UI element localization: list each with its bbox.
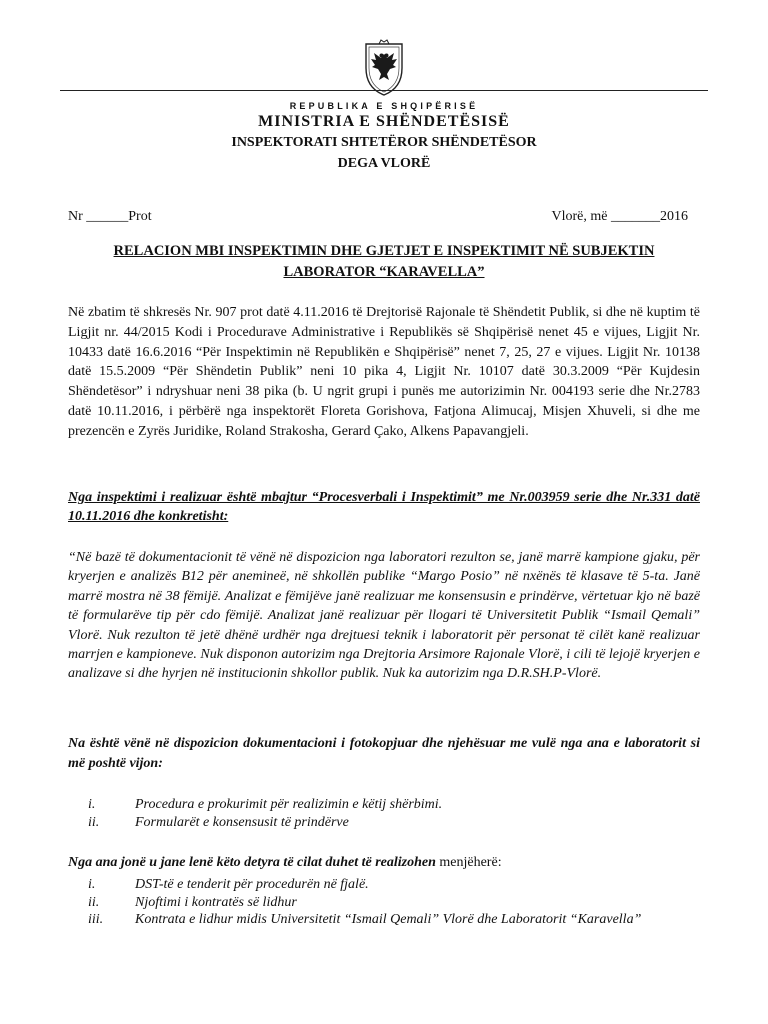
list-item-text: Formularët e konsensusit të prindërve [135,814,349,830]
list-item-number: i. [88,877,96,892]
tasks-heading-rest: menjëherë: [435,855,502,870]
ministria-heading: MINISTRIA E SHËNDETËSISË [258,113,510,130]
republika-heading: REPUBLIKA E SHQIPËRISË [289,101,479,111]
findings-heading: Nga inspektimi i realizuar është mbajtur “Procesverbali i Inspektimit” me Nr.003959 serie dhe Nr.331 datë 10.11.2016 dhe konkretisht: [68,490,700,524]
list-item-number: ii. [88,894,100,910]
list-item [88,814,708,832]
tasks-heading [68,855,700,871]
list-item-text: Njoftimi i kontratës së lidhur [135,894,297,910]
protocol-number: Nr ______Prot [68,209,152,224]
document-title: RELACION MBI INSPEKTIMIN DHE GJETJET E INSPEKTIMIT NË SUBJEKTIN LABORATOR “KARAVELLA” [113,243,655,280]
dega-heading: DEGA VLORË [337,156,431,171]
document-date: Vlorë, më _______2016 [551,209,688,224]
list-item-number: ii. [88,814,100,830]
header-rule [60,90,708,91]
tasks-list [88,876,708,929]
list-item [88,796,708,814]
coat-of-arms-emblem [352,38,416,98]
list-item-text: DST-të e tenderit për procedurën në fjalë. [135,877,369,892]
list-item [88,894,708,912]
list-item [88,876,708,894]
quote-paragraph: “Në bazë të dokumentacionit të vënë në dispozicion nga laboratori rezulton se, janë marrë kampione gjaku, për kryerjen e analizës B12 për anemineë, në shkollën publike “Margo Posio” në nxënës të klasave të 5-ta. Janë marrë mostra në 38 fëmijë. Analizat e fëmijëve janë realizuar me konsensusin e prindërve, vërtetuar kjo në bazë të formularëve tip për cdo fëmijë. Analizat janë realizuar për llogari të Universitetit Publik “Ismail Qemali” Vlorë. Nuk rezulton të jetë dhënë urdhër nga drejtuesi teknik i laboratorit për personat të cilët kanë realizuar marrjen e kampioneve. Nuk disponon autorizim nga Drejtoria Arsimore Rajonale Vlorë, i cili të lejojë kryerjen e analizave si dhe hyrjen në institucionin shkollor publik. Nuk ka autorizim nga D.R.SH.P-Vlorë. [68,550,700,682]
list-item-text: Kontrata e lidhur midis Universitetit “Ismail Qemali” Vlorë dhe Laboratorit “Karavella” [135,912,642,927]
list-item-number: i. [88,797,96,812]
tasks-heading-emphasis: Nga ana jonë u jane lenë këto detyra të cilat duhet të realizohen [68,855,436,870]
list-item-text: Procedura e prokurimit për realizimin e këtij shërbimi. [135,797,443,812]
documentation-list [88,796,708,831]
list-item [88,911,708,929]
documentation-heading: Na është vënë në dispozicion dokumentacioni i fotokopjuar dhe njehësuar me vulë nga ana e laboratorit si më poshtë vijon: [68,736,700,771]
inspektorati-heading: INSPEKTORATI SHTETËROR SHËNDETËSOR [231,135,537,150]
list-item-number: iii. [88,912,104,927]
intro-paragraph: Në zbatim të shkresës Nr. 907 prot datë 4.11.2016 të Drejtorisë Rajonale të Shëndetit Publik, si dhe në kuptim të Ligjit nr. 44/2015 Kodi i Procedurave Administrative i Republikës së Shqipërisë nenet 45 e vijues, Ligjit Nr. 10433 datë 16.6.2016 “Për Inspektimin në Republikën e Shqipërisë” nenet 7, 25, 27 e vijues. Ligjit Nr. 10138 datë 15.5.2009 “Për Shëndetin Publik” neni 10 pika 4, Ligjit Nr. 10107 datë 30.3.2009 “Për Kujdesin Shëndetësor” i ndryshuar neni 38 pika (b. U ngrit grupi i punës me autorizimin Nr. 004193 serie dhe Nr.2783 datë 10.11.2016, i përbërë nga inspektorët Floreta Gorishova, Fatjona Alimucaj, Misjen Xhuveli, si dhe me prezencën e Zyrës Juridike, Roland Strakosha, Gerard Çako, Alkens Papavangjeli. [68,305,700,439]
